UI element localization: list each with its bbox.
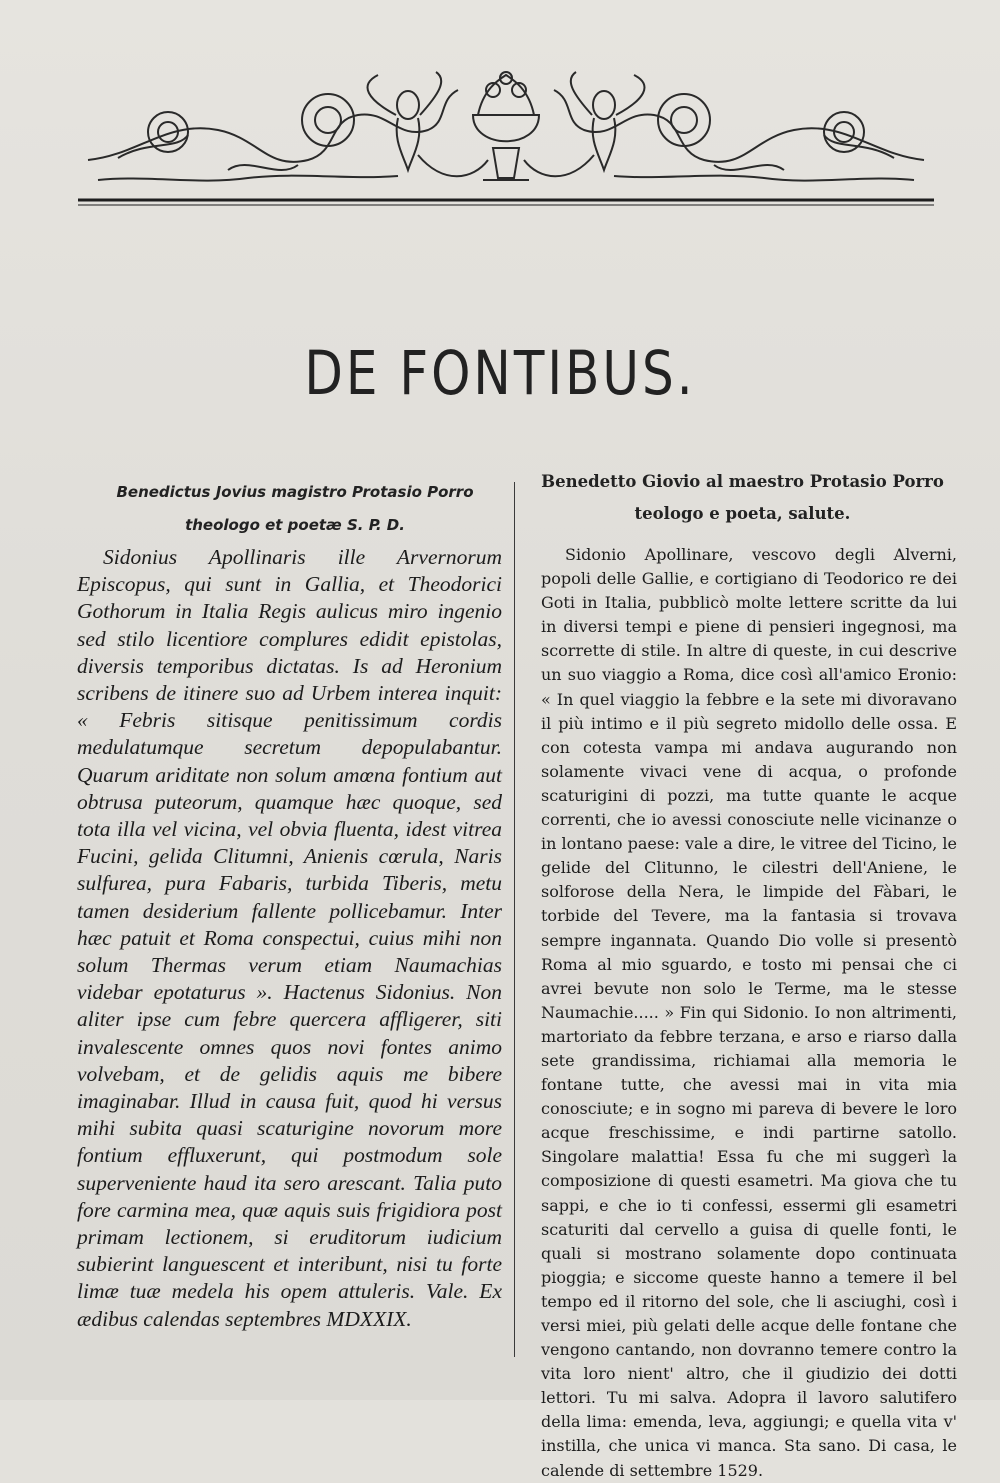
latin-text-column: Sidonius Apollinaris ille Arvernorum Episcopus, qui sunt in Gallia, et Theodorici Gothorum in Italia Regis aulicus miro ingenio sed stilo licentiore complures edidit epistolas, diversis temporibus dictatas. Is ad Heronium scribens de itinere suo ad Urbem interea inquit: « Febris sitisque penitissimum cordis medulatumque secretum depopulabantur. Quarum ariditate non solum amœna fontium aut obtrusa puteorum, quamque hæc quoque, sed tota illa vel vicina, vel obvia fluenta, idest vitrea Fucini, gelida Clitumni, Anienis cœrula, Naris sulfurea, pura Fabaris, turbida Tiberis, metu tamen desiderium fallente pollicebamur. Inter hæc patuit et Roma conspectui, cuius mihi non solum Thermas verum etiam Naumachias videbar epotaturus ». Hactenus Sidonius. Non aliter ipse cum febre quercera affligerer, siti invalescente omnes quos novi fontes animo volvebam, et de gelidis aquis me bibere imaginabar. Illud in causa fuit, quod hi versus mihi subita quasi scaturigine novorum more fontium effluxerunt, qui postmodum sole superveniente haud ita sero arescant. Talia puto fore carmina mea, quæ aquis suis frigidiora post primam lectionem, si eruditorum iudicium subierint languescent et interibunt, nisi tu forte limæ tuæ medela his opem attuleris. Vale. Ex ædibus calendas septembres MDXXIX.	[77, 545, 502, 1331]
italian-heading-line1: Benedetto Giovio al maestro Protasio Porro	[541, 472, 944, 491]
latin-heading	[95, 476, 495, 542]
ornamental-headpiece	[78, 60, 934, 210]
latin-heading-line1: Benedictus Jovius magistro Protasio Porro	[116, 483, 474, 501]
italian-heading-line2: teologo e poeta, salute.	[634, 504, 851, 523]
column-divider	[514, 482, 515, 1357]
page-title: DE FONTIBUS.	[304, 338, 696, 409]
italian-heading	[530, 466, 955, 530]
italian-text-column: Sidonio Apollinare, vescovo degli Alverni, popoli delle Gallie, e cortigiano di Teodorico re dei Goti in Italia, pubblicò molte lettere scritte da lui in diversi tempi e piene di pensieri ingegnosi, ma scorrette di stile. In altre di queste, in cui descrive un suo viaggio a Roma, dice così all'amico Eronio: « In quel viaggio la febbre e la sete mi divoravano il più intimo e il più segreto midollo delle ossa. E con cotesta vampa mi andava augurando non solamente vivaci vene di acqua, o profonde scaturigini di pozzi, ma tutte quante le acque correnti, che io avessi conosciute nelle vicinanze o in lontano paese: vale a dire, le vitree del Ticino, le gelide del Clitunno, le cilestri dell'Aniene, le solforose della Nera, le limpide del Fàbari, le torbide del Tevere, ma la fantasia si trovava sempre ingannata. Quando Dio volle si presentò Roma al mio sguardo, e tosto mi pensai che ci avrei bevute non solo le Terme, ma le stesse Naumachie..... » Fin qui Sidonio. Io non altrimenti, martoriato da febbre terzana, e arso e riarso dalla sete grandissima, richiamai alla memoria le fontane tutte, che avessi mai in vita mia conosciute; e in sogno mi pareva di bevere le loro acque freschissime, e indi partirne satollo. Singolare malattia! Essa fu che mi suggerì la composizione di questi esametri. Ma giova che tu sappi, e che io ti confessi, essermi gli esametri scaturiti dal cervello a guisa di quelle fonti, le quali si mostrano solamente dopo continuata pioggia; e siccome queste hanno a temere il bel tempo ed il ritorno del sole, che li asciughi, così i versi miei, più gelati delle acque delle fontane che vengono cantando, non dovranno temere contro la vita loro nient' altro, che il giudizio dei dotti lettori. Tu mi salva. Adopra il lavoro salutifero della lima: emenda, leva, aggiungi; e quella vita v' instilla, che unica vi manca. Sta sano. Di casa, le calende di settembre 1529.	[541, 545, 957, 1480]
latin-heading-line2: theologo et poetæ S. P. D.	[185, 516, 405, 534]
